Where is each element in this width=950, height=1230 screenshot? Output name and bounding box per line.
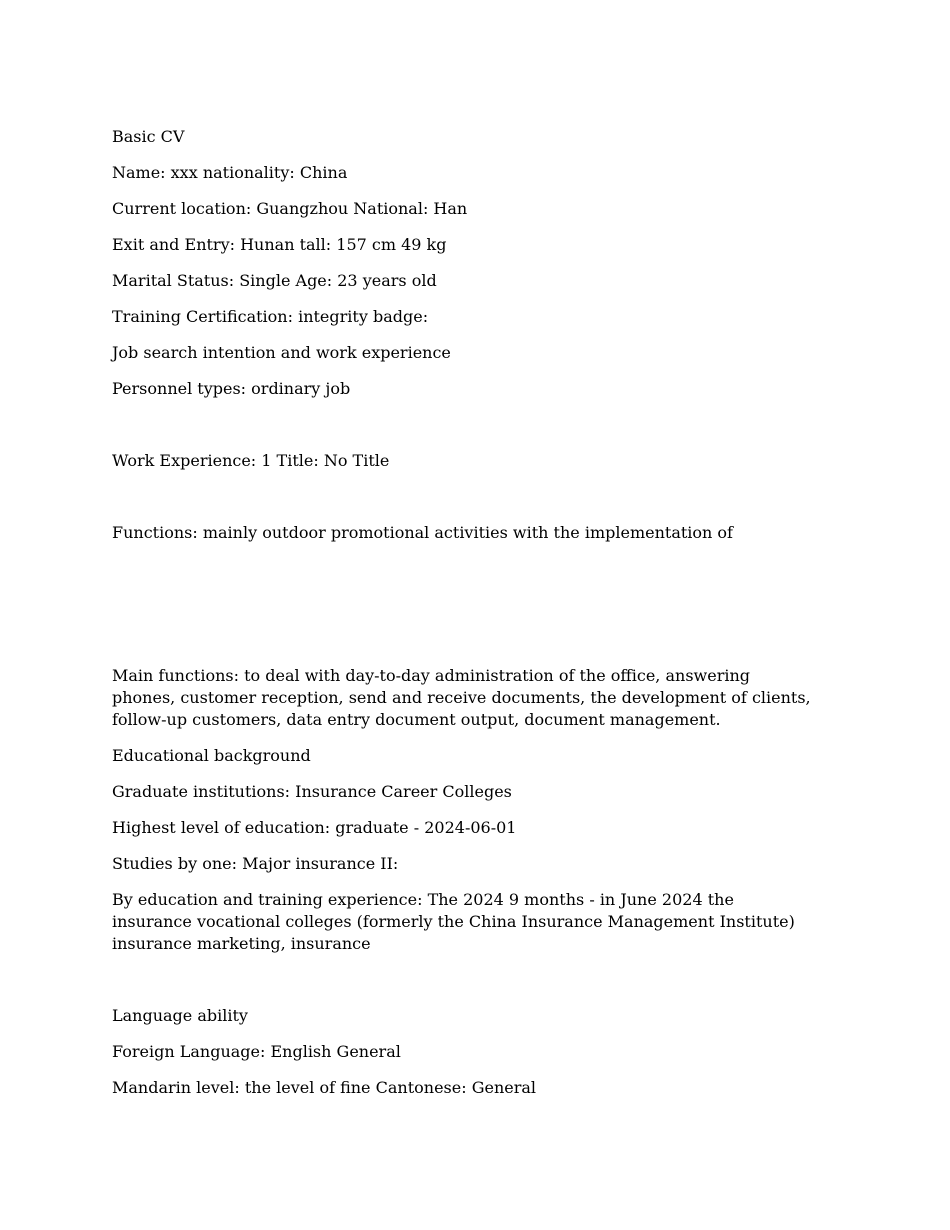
work-experience-line: Work Experience: 1 Title: No Title: [112, 451, 390, 470]
marital-age-line: Marital Status: Single Age: 23 years old: [112, 271, 437, 290]
section-heading-job: Job search intention and work experience: [112, 343, 451, 362]
document-page: [112, 126, 812, 1113]
personnel-type-line: Personnel types: ordinary job: [112, 379, 351, 398]
major-line: Studies by one: Major insurance II:: [112, 854, 399, 873]
training-experience-paragraph: By education and training experience: The 2024 9 months - in June 2024 the insurance vocational colleges (formerly the China Insurance Management Institute) insurance marketing, insurance: [112, 890, 795, 953]
foreign-language-line: Foreign Language: English General: [112, 1042, 401, 1061]
main-functions-paragraph: Main functions: to deal with day-to-day administration of the office, answering phones, customer reception, send and receive documents, the development of clients, follow-up customers, data entry document output, document management.: [112, 666, 811, 729]
entry-height-line: Exit and Entry: Hunan tall: 157 cm 49 kg: [112, 235, 447, 254]
certification-line: Training Certification: integrity badge:: [112, 307, 429, 326]
functions-line: Functions: mainly outdoor promotional activities with the implementation of: [112, 523, 733, 542]
section-heading-education: Educational background: [112, 746, 311, 765]
name-nationality-line: Name: xxx nationality: China: [112, 163, 348, 182]
document-title: Basic CV: [112, 127, 185, 146]
location-line: Current location: Guangzhou National: Han: [112, 199, 468, 218]
mandarin-line: Mandarin level: the level of fine Cantonese: General: [112, 1078, 537, 1097]
institution-line: Graduate institutions: Insurance Career Colleges: [112, 782, 512, 801]
education-level-line: Highest level of education: graduate - 2024-06-01: [112, 818, 517, 837]
section-heading-language: Language ability: [112, 1006, 248, 1025]
